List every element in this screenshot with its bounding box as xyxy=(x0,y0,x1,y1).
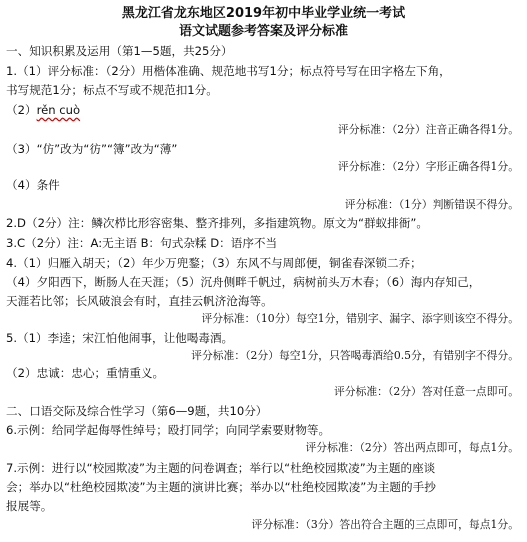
answer-q5-2: （2）忠诚：忠心；重情重义。 xyxy=(6,366,165,380)
answer-q4-line2: （4）夕阳西下，断肠人在天涯；（5）沉舟侧畔千帆过，病树前头万木春；（6）海内存知己， xyxy=(6,275,481,289)
score-q7: 评分标准：（3分）答出符合主题的三点即可，每点1分。 xyxy=(251,518,519,531)
answer-q1-2-prefix: （2） xyxy=(6,103,37,117)
answer-q7-line3: 报展等。 xyxy=(6,499,53,513)
score-q4: 评分标准：（10分）每空1分，错别字、漏字、添字则该空不得分。 xyxy=(201,312,519,325)
doc-subtitle: 语文试题参考答案及评分标准 xyxy=(178,24,348,39)
answer-q1-3: （3）“仿”改为“彷”“簿”改为“薄” xyxy=(6,142,178,156)
answer-q7-line1: 7.示例：进行以“校园欺凌”为主题的问卷调查；举行以“杜绝校园欺凌”为主题的座谈 xyxy=(6,461,436,475)
answer-q4-line1: 4.（1）归雁入胡天；（2）年少万兜鍪；（3）东风不与周郎便，铜雀春深锁二乔； xyxy=(6,256,422,270)
answer-q1-1-line1: 1.（1）评分标准：（2分）用楷体准确、规范地书写1分；标点符号写在田字格左下角， xyxy=(6,64,451,78)
section-heading-1: 一、知识积累及运用（第1—5题，共25分） xyxy=(6,44,233,58)
score-q5-1: 评分标准：（2分）每空1分，只答喝毒酒给0.5分，有错别字不得分。 xyxy=(191,349,519,362)
answer-q1-1-line2: 书写规范1分；标点不写或不规范扣1分。 xyxy=(6,83,218,97)
doc-title: 黑龙江省龙东地区2019年初中毕业学业统一考试 xyxy=(121,6,406,21)
answer-q1-2 xyxy=(6,101,519,119)
answer-q3: 3.C（2分）注：A:无主语 B：句式杂糅 D：语序不当 xyxy=(6,236,278,250)
score-q6: 评分标准：（2分）答出两点即可，每点1分。 xyxy=(305,441,519,454)
answer-q1-4: （4）条件 xyxy=(6,178,60,192)
answer-q6: 6.示例：给同学起侮辱性绰号；殴打同学；向同学索要财物等。 xyxy=(6,423,331,437)
answer-q4-line3: 天涯若比邻；长风破浪会有时，直挂云帆济沧海等。 xyxy=(6,294,273,308)
answer-q1-2-pinyin: rěn cuò xyxy=(36,103,81,117)
score-q5-2: 评分标准：（2分）答对任意一点即可。 xyxy=(333,385,519,398)
score-q1-3: 评分标准：（2分）字形正确各得1分。 xyxy=(337,160,519,173)
section-heading-2: 二、口语交际及综合性学习（第6—9题，共10分） xyxy=(6,404,268,418)
answer-q7-line2: 会；举办以“杜绝校园欺凌”为主题的演讲比赛；举办以“杜绝校园欺凌”为主题的手抄 xyxy=(6,480,436,494)
score-q1-2: 评分标准：（2分）注音正确各得1分。 xyxy=(337,123,519,136)
answer-q5-1: 5.（1）李逵；宋江怕他闹事，让他喝毒酒。 xyxy=(6,331,234,345)
answer-q2: 2.D（2分）注：鳞次栉比形容密集、整齐排列，多指建筑物。原文为“群蚁排衙”。 xyxy=(6,216,428,230)
score-q1-4: 评分标准：（1分）判断错误不得分。 xyxy=(344,198,519,211)
